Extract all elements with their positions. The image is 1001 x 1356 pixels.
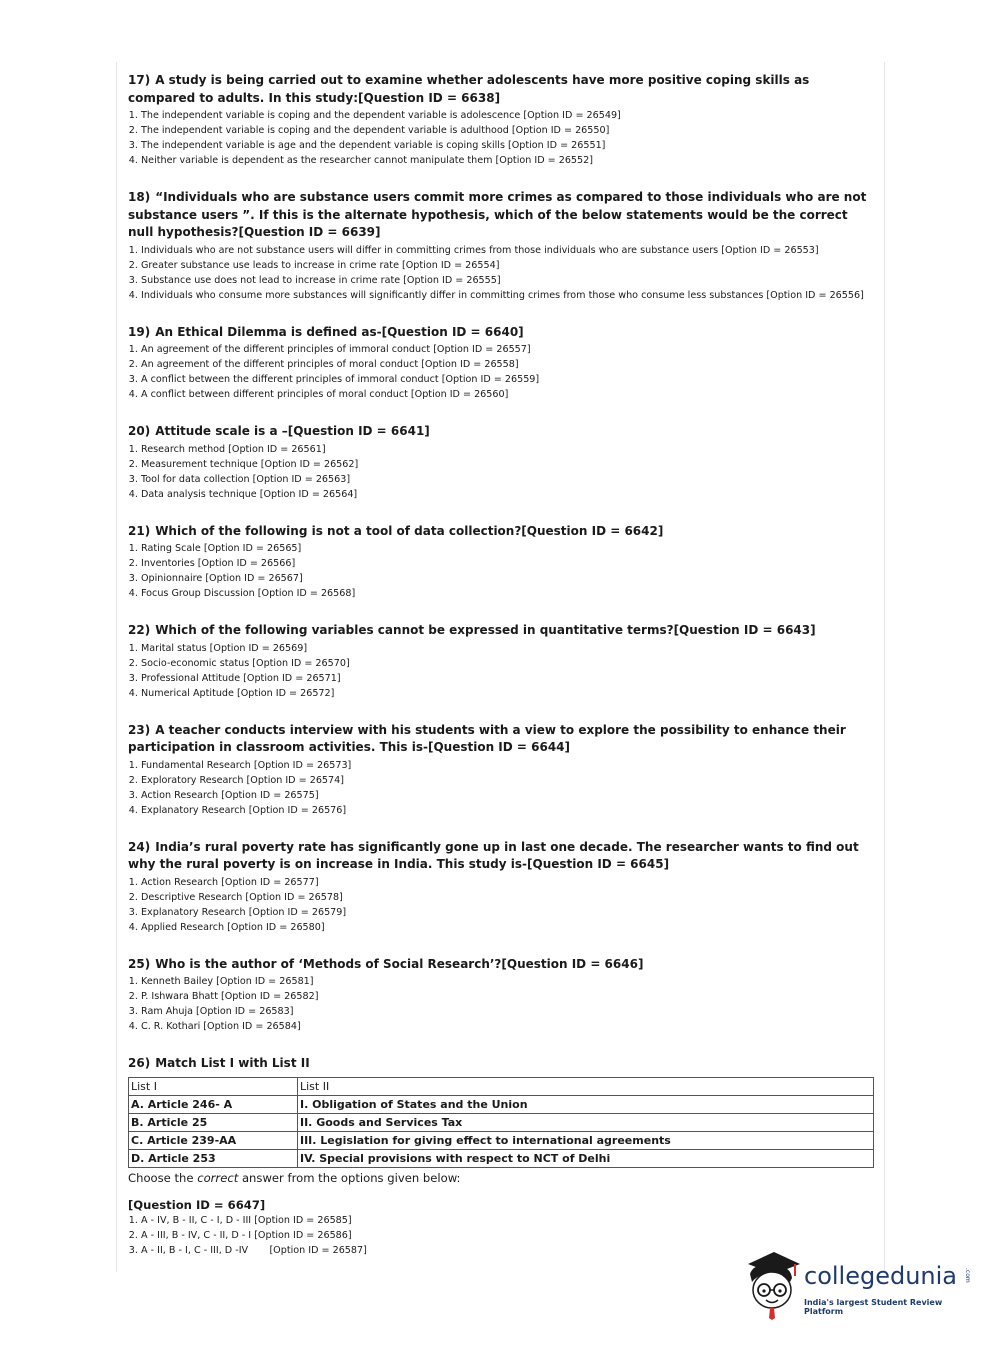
question-block bbox=[122, 622, 870, 701]
option-item: 3. A - II, B - I, C - III, D -IV [Option ID = 26587] bbox=[141, 1243, 870, 1258]
question-number: 17) bbox=[128, 73, 151, 87]
question-stem: India’s rural poverty rate has significantly gone up in last one decade. The researcher wants to find out why the rural poverty is on increase in India. This study is-[Question ID = 6645] bbox=[128, 839, 859, 871]
instruction-text bbox=[122, 1170, 870, 1187]
option-item: 3. Explanatory Research [Option ID = 26579] bbox=[141, 905, 870, 920]
option-item: 1. An agreement of the different principles of immoral conduct [Option ID = 26557] bbox=[141, 342, 870, 357]
collegedunia-logo bbox=[742, 1248, 972, 1320]
option-list bbox=[122, 442, 870, 502]
question-block bbox=[122, 523, 870, 602]
option-item: 4. Neither variable is dependent as the researcher cannot manipulate them [Option ID = 26552] bbox=[141, 153, 870, 168]
question-block bbox=[122, 324, 870, 403]
table-cell: I. Obligation of States and the Union bbox=[298, 1095, 874, 1113]
question-stem: Attitude scale is a –[Question ID = 6641] bbox=[155, 424, 430, 438]
question-stem: “Individuals who are substance users commit more crimes as compared to those individuals who are not substance users ”. If this is the alternate hypothesis, which of the below statements would be the correct null hypothesis?[Question ID = 6639] bbox=[128, 190, 867, 239]
question-block bbox=[122, 956, 870, 1035]
table-header-cell: List I bbox=[129, 1077, 298, 1095]
option-item: 1. Rating Scale [Option ID = 26565] bbox=[141, 541, 870, 556]
question-text bbox=[122, 622, 870, 640]
table-row bbox=[129, 1095, 874, 1113]
option-item: 4. Explanatory Research [Option ID = 26576] bbox=[141, 803, 870, 818]
option-item: 2. An agreement of the different principles of moral conduct [Option ID = 26558] bbox=[141, 357, 870, 372]
question-text bbox=[122, 324, 870, 342]
question-number: 24) bbox=[128, 839, 151, 854]
question-number: 21) bbox=[128, 523, 151, 538]
option-item: 2. Greater substance use leads to increase in crime rate [Option ID = 26554] bbox=[141, 258, 870, 273]
question-text bbox=[122, 839, 870, 874]
question-number: 25) bbox=[128, 956, 151, 971]
option-list bbox=[122, 541, 870, 601]
question-stem: An Ethical Dilemma is defined as-[Question ID = 6640] bbox=[155, 324, 524, 339]
question-number: 18) bbox=[128, 190, 151, 204]
option-list bbox=[122, 758, 870, 818]
option-item: 3. A conflict between the different principles of immoral conduct [Option ID = 26559] bbox=[141, 372, 870, 387]
option-item: 3. The independent variable is age and the dependent variable is coping skills [Option ID = 26551] bbox=[141, 138, 870, 153]
question-number: 23) bbox=[128, 722, 151, 737]
option-item: 1. Individuals who are not substance users will differ in committing crimes from those individuals who are substance users [Option ID = 26553] bbox=[141, 243, 870, 258]
option-item: 1. Marital status [Option ID = 26569] bbox=[141, 641, 870, 656]
question-list bbox=[122, 72, 870, 1258]
question-stem: A teacher conducts interview with his students with a view to explore the possibility to enhance their participation in classroom activities. This is-[Question ID = 6644] bbox=[128, 722, 846, 754]
question-text bbox=[122, 523, 870, 541]
question-block bbox=[122, 423, 870, 502]
mascot-icon bbox=[742, 1248, 802, 1320]
table-cell: IV. Special provisions with respect to NCT of Delhi bbox=[298, 1149, 874, 1167]
option-item: 3. Substance use does not lead to increase in crime rate [Option ID = 26555] bbox=[141, 273, 870, 288]
question-block bbox=[122, 839, 870, 935]
option-list bbox=[122, 243, 870, 303]
table-cell: III. Legislation for giving effect to international agreements bbox=[298, 1131, 874, 1149]
table-row bbox=[129, 1131, 874, 1149]
question-number: 26) bbox=[128, 1056, 151, 1070]
option-item: 2. Descriptive Research [Option ID = 26578] bbox=[141, 890, 870, 905]
question-block bbox=[122, 722, 870, 818]
option-item: 4. Applied Research [Option ID = 26580] bbox=[141, 920, 870, 935]
question-text bbox=[122, 72, 870, 107]
option-item: 1. Fundamental Research [Option ID = 26573] bbox=[141, 758, 870, 773]
option-item: 1. The independent variable is coping and the dependent variable is adolescence [Option ID = 26549] bbox=[141, 108, 870, 123]
question-stem: Which of the following is not a tool of data collection?[Question ID = 6642] bbox=[155, 523, 664, 538]
option-item: 1. Action Research [Option ID = 26577] bbox=[141, 875, 870, 890]
instruction-emphasis: correct bbox=[197, 1170, 239, 1185]
option-item: 2. The independent variable is coping and the dependent variable is adulthood [Option ID = 26550] bbox=[141, 123, 870, 138]
option-item: 3. Tool for data collection [Option ID = 26563] bbox=[141, 472, 870, 487]
logo-tagline: India's largest Student Review Platform bbox=[804, 1298, 943, 1316]
option-item: 2. Measurement technique [Option ID = 26562] bbox=[141, 457, 870, 472]
question-number: 19) bbox=[128, 324, 151, 339]
instruction-pre: Choose the bbox=[128, 1170, 198, 1185]
option-item: 3. Ram Ahuja [Option ID = 26583] bbox=[141, 1004, 870, 1019]
question-block-match bbox=[122, 1055, 870, 1258]
option-item: 3. Professional Attitude [Option ID = 26571] bbox=[141, 671, 870, 686]
option-list bbox=[122, 108, 870, 168]
question-text bbox=[122, 956, 870, 974]
option-item: 4. Individuals who consume more substances will significantly differ in committing crimes from those who consume less substances [Option ID = 26556] bbox=[141, 288, 870, 303]
table-row bbox=[129, 1113, 874, 1131]
table-cell: II. Goods and Services Tax bbox=[298, 1113, 874, 1131]
table-cell: B. Article 25 bbox=[129, 1113, 298, 1131]
option-item: 1. A - IV, B - II, C - I, D - III [Option ID = 26585] bbox=[141, 1213, 870, 1228]
question-text bbox=[122, 189, 870, 242]
option-item: 4. A conflict between different principles of moral conduct [Option ID = 26560] bbox=[141, 387, 870, 402]
question-id: [Question ID = 6647] bbox=[128, 1197, 266, 1212]
table-cell: C. Article 239-AA bbox=[129, 1131, 298, 1149]
question-text bbox=[122, 1055, 870, 1073]
table-cell: A. Article 246- A bbox=[129, 1095, 298, 1113]
match-table bbox=[128, 1077, 874, 1168]
question-number: 22) bbox=[128, 623, 151, 637]
option-list bbox=[122, 974, 870, 1034]
logo-wordmark: collegedunia bbox=[804, 1262, 958, 1290]
option-item: 4. Data analysis technique [Option ID = 26564] bbox=[141, 487, 870, 502]
table-cell: D. Article 253 bbox=[129, 1149, 298, 1167]
table-row bbox=[129, 1149, 874, 1167]
logo-domain: .com bbox=[964, 1268, 971, 1283]
option-item: 3. Opinionnaire [Option ID = 26567] bbox=[141, 571, 870, 586]
option-item: 2. P. Ishwara Bhatt [Option ID = 26582] bbox=[141, 989, 870, 1004]
table-header-cell: List II bbox=[298, 1077, 874, 1095]
option-item: 3. Action Research [Option ID = 26575] bbox=[141, 788, 870, 803]
option-item: 2. Inventories [Option ID = 26566] bbox=[141, 556, 870, 571]
question-stem: A study is being carried out to examine whether adolescents have more positive coping skills as compared to adults. In this study:[Question ID = 6638] bbox=[128, 73, 810, 105]
option-list bbox=[122, 342, 870, 402]
option-item: 2. Exploratory Research [Option ID = 26574] bbox=[141, 773, 870, 788]
question-block bbox=[122, 72, 870, 168]
instruction-post: answer from the options given below: bbox=[238, 1170, 461, 1185]
option-item: 1. Kenneth Bailey [Option ID = 26581] bbox=[141, 974, 870, 989]
option-item: 2. A - III, B - IV, C - II, D - I [Option ID = 26586] bbox=[141, 1228, 870, 1243]
table-header-row bbox=[129, 1077, 874, 1095]
option-item: 4. C. R. Kothari [Option ID = 26584] bbox=[141, 1019, 870, 1034]
option-list bbox=[122, 875, 870, 935]
page-border-left bbox=[116, 62, 117, 1272]
option-item: 2. Socio-economic status [Option ID = 26570] bbox=[141, 656, 870, 671]
question-number: 20) bbox=[128, 424, 151, 438]
option-item: 1. Research method [Option ID = 26561] bbox=[141, 442, 870, 457]
question-stem: Who is the author of ‘Methods of Social Research’?[Question ID = 6646] bbox=[155, 956, 644, 971]
option-list bbox=[122, 641, 870, 701]
page-border-right bbox=[884, 62, 885, 1272]
question-block bbox=[122, 189, 870, 303]
option-item: 4. Focus Group Discussion [Option ID = 26568] bbox=[141, 586, 870, 601]
option-item: 4. Numerical Aptitude [Option ID = 26572] bbox=[141, 686, 870, 701]
question-text bbox=[122, 423, 870, 441]
question-text bbox=[122, 722, 870, 757]
question-stem: Match List I with List II bbox=[155, 1056, 310, 1070]
question-stem: Which of the following variables cannot be expressed in quantitative terms?[Question ID = 6643] bbox=[155, 623, 816, 637]
